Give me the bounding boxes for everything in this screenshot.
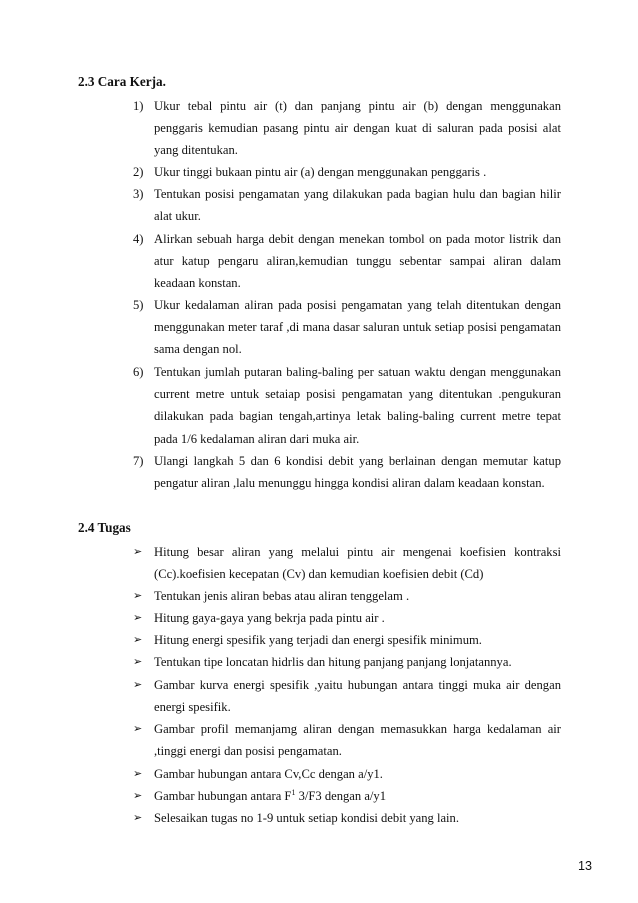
step-text: Ukur tebal pintu air (t) dan panjang pintu air (b) dengan menggunakan penggaris kemudian pasang pintu air dengan kuat di saluran pada posisi alat yang ditentukan. [154,99,561,158]
step-number: 2) [133,165,144,179]
step-text: Ukur tinggi bukaan pintu air (a) dengan menggunakan penggaris . [154,165,487,179]
step-text: Ulangi langkah 5 dan 6 kondisi debit yang berlainan dengan memutar katup pengatur aliran ,lalu menunggu hingga kondisi aliran dalam keadaan konstan. [154,454,561,491]
arrow-bullet-icon: ➢ [133,767,143,780]
step-number: 5) [133,298,144,312]
task-text: Selesaikan tugas no 1-9 untuk setiap kondisi debit yang lain. [154,811,459,825]
list-item [133,807,561,829]
arrow-bullet-icon: ➢ [133,545,143,558]
list-item [133,629,561,651]
arrow-bullet-icon: ➢ [133,811,143,824]
arrow-bullet-icon: ➢ [133,633,143,646]
list-item [133,183,561,227]
list-item [133,585,561,607]
arrow-bullet-icon: ➢ [133,655,143,668]
task-text: Tentukan tipe loncatan hidrlis dan hitung panjang panjang lonjatannya. [154,655,512,669]
task-text: Tentukan jenis aliran bebas atau aliran tenggelam . [154,589,410,603]
task-text: Gambar profil memanjamg aliran dengan memasukkan harga kedalaman air ,tinggi energi dan posisi pengamatan. [154,722,561,759]
list-item [133,228,561,295]
step-text: Ukur kedalaman aliran pada posisi pengamatan yang telah ditentukan dengan menggunakan meter taraf ,di mana dasar saluran untuk setiap posisi pengamatan sama dengan nol. [154,298,561,357]
section-heading-tugas: 2.4 Tugas [78,520,131,535]
step-number: 6) [133,365,144,379]
arrow-bullet-icon: ➢ [133,722,143,735]
step-number: 1) [133,99,144,113]
arrow-bullet-icon: ➢ [133,611,143,624]
list-item [133,95,561,162]
step-number: 3) [133,187,144,201]
step-text: Tentukan jumlah putaran baling-baling per satuan waktu dengan menggunakan current metre untuk setaiap posisi pengamatan yang ditentukan .pengukuran dilakukan pada bagian tengah,artinya letak baling-baling current metre tepat pada 1/6 kedalaman aliran dari muka air. [154,365,561,446]
list-item [133,718,561,762]
arrow-bullet-icon: ➢ [133,789,143,802]
task-text: Gambar hubungan antara Cv,Cc dengan a/y1. [154,767,383,781]
list-item [133,785,561,807]
task-text-before: Gambar hubungan antara F [154,789,292,803]
task-text: Hitung gaya-gaya yang bekrja pada pintu air . [154,611,385,625]
step-number: 4) [133,232,144,246]
arrow-bullet-icon: ➢ [133,589,143,602]
step-text: Tentukan posisi pengamatan yang dilakukan pada bagian hulu dan bagian hilir alat ukur. [154,187,561,224]
step-number: 7) [133,454,144,468]
arrow-bullet-icon: ➢ [133,678,143,691]
task-text: Hitung besar aliran yang melalui pintu air mengenai koefisien kontraksi (Cc).koefisien kecepatan (Cv) dan kemudian koefisien debit (Cd) [154,545,561,582]
task-text-after: 3/F3 dengan a/y1 [295,789,387,803]
list-item [133,607,561,629]
page-number: 13 [577,859,592,873]
list-item [133,450,561,494]
step-text: Alirkan sebuah harga debit dengan menekan tombol on pada motor listrik dan atur katup pengaru aliran,kemudian tunggu sebentar sampai aliran dalam keadaan konstan. [154,232,561,291]
list-item [133,541,561,585]
list-item [133,361,561,450]
list-item [133,674,561,718]
list-item [133,651,561,673]
superscript: 1 [291,787,296,797]
list-item [133,763,561,785]
list-item [133,294,561,361]
task-text: Gambar kurva energi spesifik ,yaitu hubungan antara tinggi muka air dengan energi spesifik. [154,678,561,715]
task-text [154,785,561,807]
task-text: Hitung energi spesifik yang terjadi dan energi spesifik minimum. [154,633,482,647]
section-heading-cara-kerja: 2.3 Cara Kerja. [78,74,166,89]
list-item [133,161,561,183]
